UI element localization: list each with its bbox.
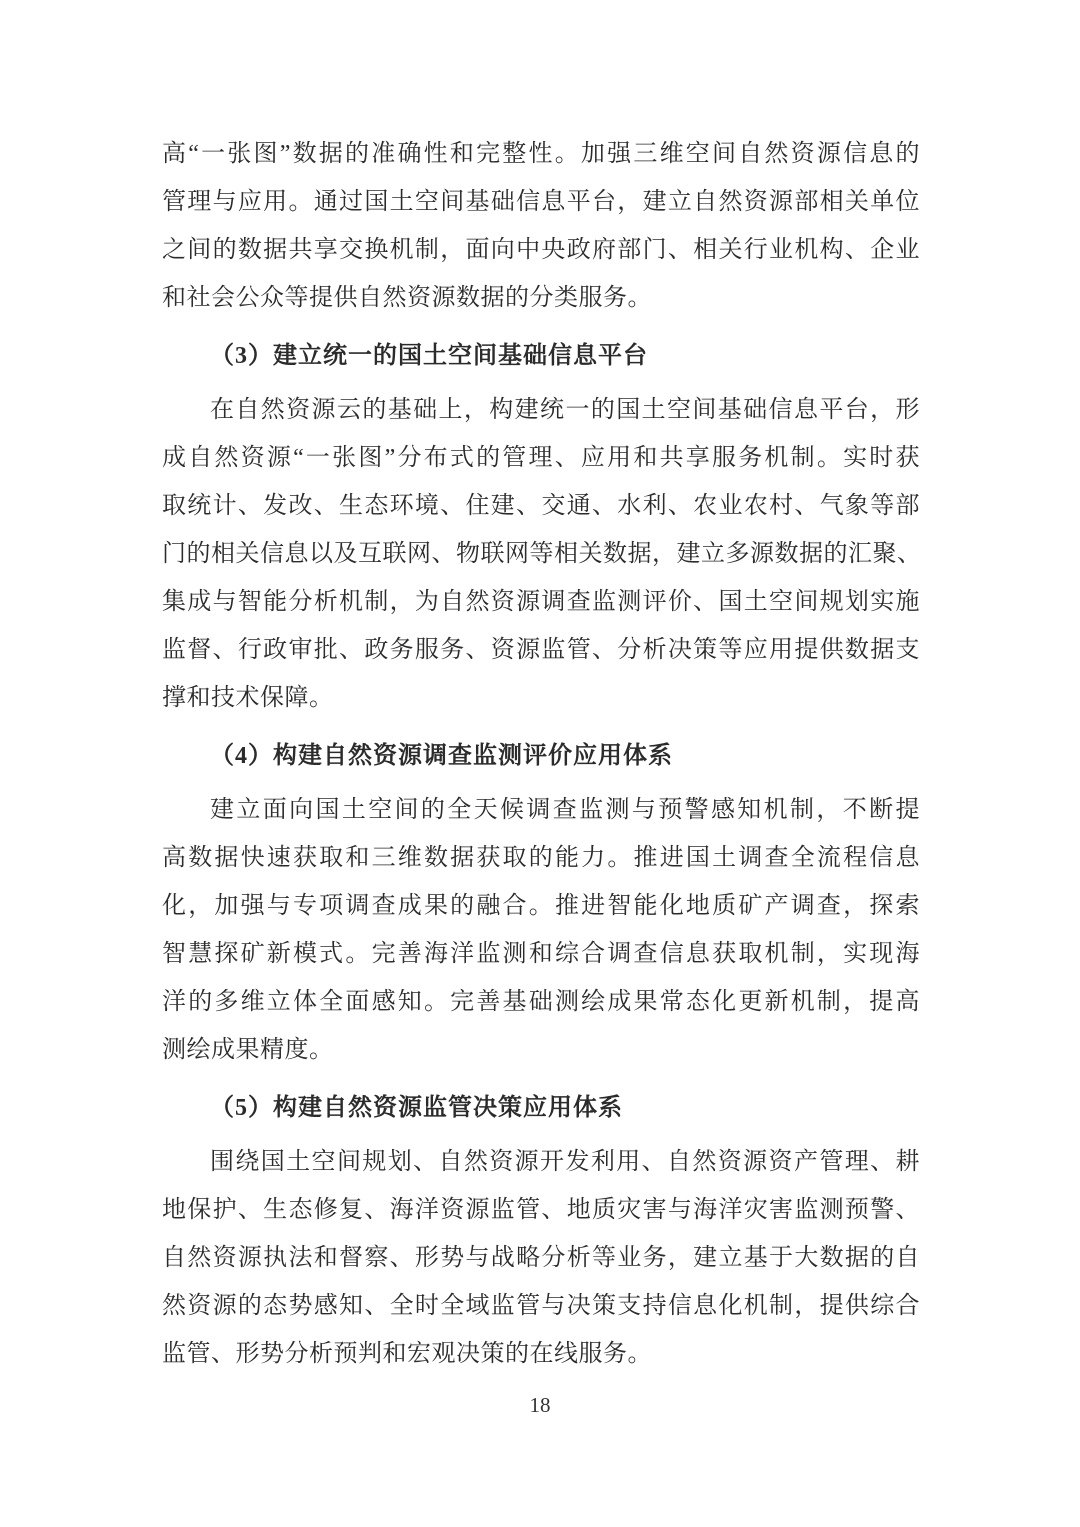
text-line: 测绘成果精度。	[162, 1037, 334, 1063]
text-line: 集成与智能分析机制，为自然资源调查监测评价、国土空间规划实施	[162, 589, 920, 615]
text-line: 建立面向国土空间的全天候调查监测与预警感知机制，不断提	[210, 797, 920, 823]
text-line: 高“一张图”数据的准确性和完整性。加强三维空间自然资源信息的	[162, 141, 920, 167]
text-line: 地保护、生态修复、海洋资源监管、地质灾害与海洋灾害监测预警、	[162, 1197, 920, 1223]
text-line: 智慧探矿新模式。完善海洋监测和综合调查信息获取机制，实现海	[162, 941, 920, 967]
text-line: 洋的多维立体全面感知。完善基础测绘成果常态化更新机制，提高	[162, 989, 920, 1015]
text-line: 围绕国土空间规划、自然资源开发利用、自然资源资产管理、耕	[210, 1149, 920, 1175]
paragraph	[162, 1138, 920, 1378]
text-line: 在自然资源云的基础上，构建统一的国土空间基础信息平台，形	[210, 397, 920, 423]
section-heading: （5）构建自然资源监管决策应用体系	[210, 1095, 623, 1121]
text-line: 管理与应用。通过国土空间基础信息平台，建立自然资源部相关单位	[162, 189, 920, 215]
text-line: 取统计、发改、生态环境、住建、交通、水利、农业农村、气象等部	[162, 493, 920, 519]
text-line: 成自然资源“一张图”分布式的管理、应用和共享服务机制。实时获	[162, 445, 920, 471]
text-line: 监管、形势分析预判和宏观决策的在线服务。	[162, 1341, 652, 1367]
section-heading: （4）构建自然资源调查监测评价应用体系	[210, 743, 673, 769]
paragraph	[162, 386, 920, 722]
text-line: 和社会公众等提供自然资源数据的分类服务。	[162, 285, 652, 311]
paragraph	[162, 786, 920, 1074]
text-line: 自然资源执法和督察、形势与战略分析等业务，建立基于大数据的自	[162, 1245, 920, 1271]
page-number: 18	[529, 1393, 551, 1417]
text-line: 门的相关信息以及互联网、物联网等相关数据，建立多源数据的汇聚、	[162, 541, 922, 567]
text-line: 之间的数据共享交换机制，面向中央政府部门、相关行业机构、企业	[162, 237, 920, 263]
paragraph	[162, 130, 920, 322]
document-content	[162, 130, 920, 1378]
text-line: 高数据快速获取和三维数据获取的能力。推进国土调查全流程信息	[162, 845, 920, 871]
text-line: 化，加强与专项调查成果的融合。推进智能化地质矿产调查，探索	[162, 893, 920, 919]
text-line: 撑和技术保障。	[162, 685, 334, 711]
text-line: 监督、行政审批、政务服务、资源监管、分析决策等应用提供数据支	[162, 637, 920, 663]
section-heading: （3）建立统一的国土空间基础信息平台	[210, 343, 648, 369]
text-line: 然资源的态势感知、全时全域监管与决策支持信息化机制，提供综合	[162, 1293, 920, 1319]
